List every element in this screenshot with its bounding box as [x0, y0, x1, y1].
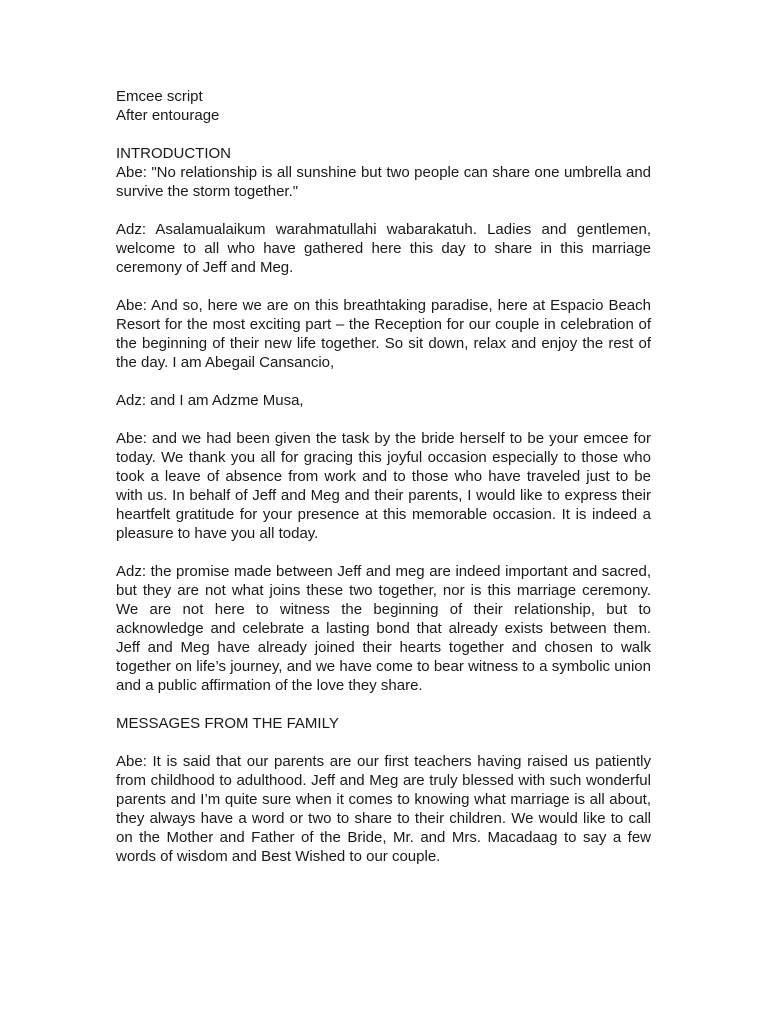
- paragraph-adz-welcome: Adz: Asalamualaikum warahmatullahi wabarakatuh. Ladies and gentlemen, welcome to all who have gathered here this day to share in this marriage ceremony of Jeff and Meg.: [116, 221, 651, 276]
- document-subtitle: After entourage: [116, 107, 220, 124]
- spacer: [116, 277, 651, 296]
- spacer: [116, 125, 651, 144]
- spacer: [116, 543, 651, 562]
- spacer: [116, 372, 651, 391]
- paragraph-abe-parents: Abe: It is said that our parents are our first teachers having raised us patiently from childhood to adulthood. Jeff and Meg are truly blessed with such wonderful parents and I’m quite sure when it comes to knowing what marriage is all about, they always have a word or two to share to their children. We would like to call on the Mother and Father of the Bride, Mr. and Mrs. Macadaag to say a few words of wisdom and Best Wished to our couple.: [116, 753, 651, 865]
- document-page: [116, 87, 651, 866]
- paragraph-adz-name: Adz: and I am Adzme Musa,: [116, 392, 304, 409]
- spacer: [116, 410, 651, 429]
- spacer: [116, 201, 651, 220]
- paragraph-adz-promise: Adz: the promise made between Jeff and meg are indeed important and sacred, but they are not what joins these two together, nor is this marriage ceremony. We are not here to witness the beginning of their relationship, but to acknowledge and celebrate a lasting bond that already exists between them. Jeff and Meg have already joined their hearts together and chosen to walk together on life’s journey, and we have come to bear witness to a symbolic union and a public affirmation of the love they share.: [116, 563, 651, 694]
- paragraph-abe-thanks: Abe: and we had been given the task by the bride herself to be your emcee for today. We thank you all for gracing this joyful occasion especially to those who took a leave of absence from work and to those who have traveled just to be with us. In behalf of Jeff and Meg and their parents, I would like to express their heartfelt gratitude for your presence at this memorable occasion. It is indeed a pleasure to have you all today.: [116, 430, 651, 542]
- paragraph-abe-quote: Abe: "No relationship is all sunshine but two people can share one umbrella and survive the storm together.": [116, 164, 651, 200]
- section-heading-introduction: INTRODUCTION: [116, 145, 231, 162]
- section-heading-family: MESSAGES FROM THE FAMILY: [116, 715, 339, 732]
- document-title: Emcee script: [116, 88, 203, 105]
- spacer: [116, 695, 651, 714]
- paragraph-abe-intro: Abe: And so, here we are on this breathtaking paradise, here at Espacio Beach Resort for the most exciting part – the Reception for our couple in celebration of the beginning of their new life together. So sit down, relax and enjoy the rest of the day. I am Abegail Cansancio,: [116, 297, 651, 371]
- spacer: [116, 733, 651, 752]
